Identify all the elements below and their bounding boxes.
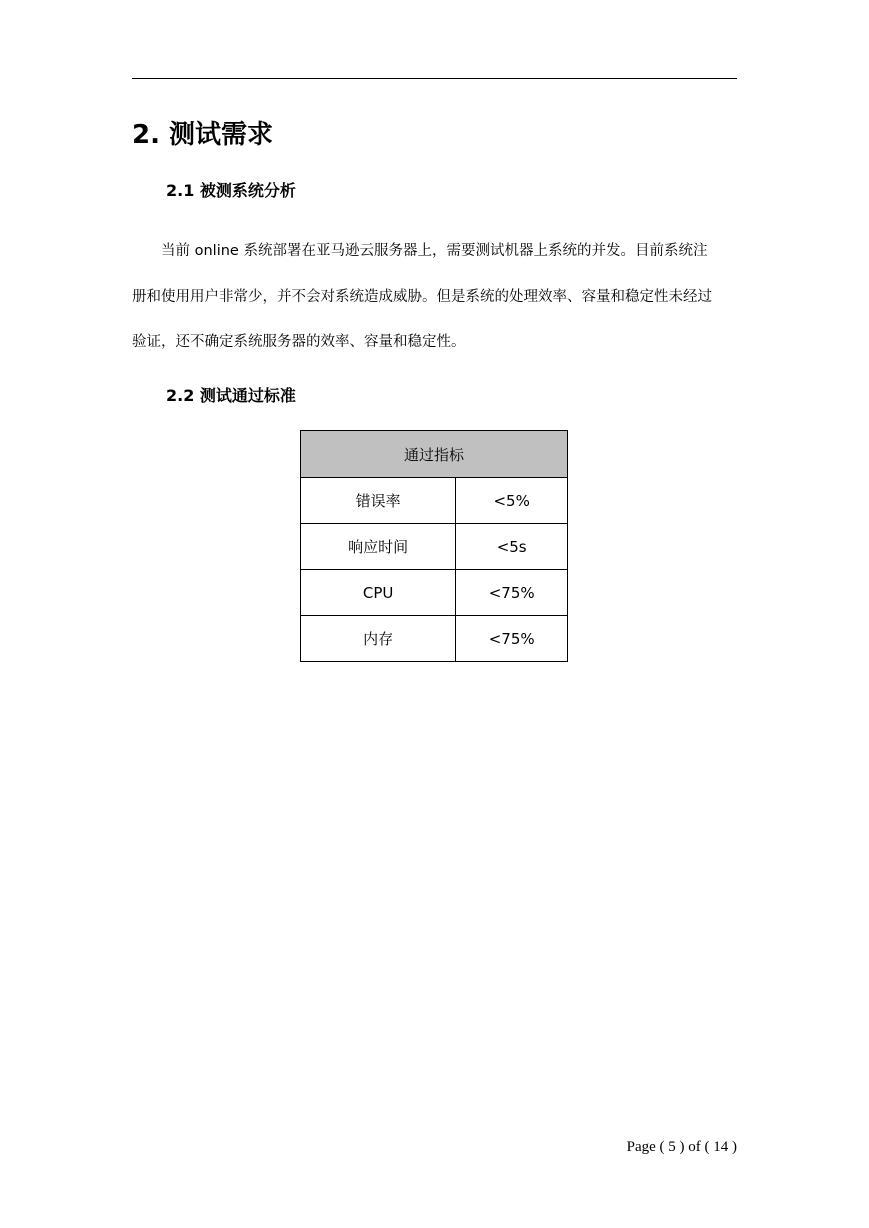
- section-heading-2-1: 2.1 被测系统分析: [166, 181, 296, 200]
- metric-value-cell: <75%: [456, 570, 568, 616]
- paragraph-line: 册和使用用户非常少，并不会对系统造成威胁。但是系统的处理效率、容量和稳定性未经过: [132, 288, 712, 305]
- table-row: [301, 478, 568, 524]
- page-number-footer: Page ( 5 ) of ( 14 ): [626, 1139, 737, 1155]
- paragraph-line: 验证，还不确定系统服务器的效率、容量和稳定性。: [132, 334, 466, 350]
- metric-value-cell: <5s: [456, 524, 568, 570]
- header-rule: [132, 78, 737, 79]
- section-heading-2-2: 2.2 测试通过标准: [166, 386, 296, 405]
- table-row: [301, 524, 568, 570]
- table-header-row: [301, 431, 568, 478]
- metric-value-cell: <5%: [456, 478, 568, 524]
- section-2-1-paragraph: [132, 229, 737, 366]
- metric-name-cell: CPU: [301, 570, 456, 616]
- table-row: [301, 616, 568, 662]
- metric-name-cell: 内存: [301, 616, 456, 662]
- table-row: [301, 570, 568, 616]
- table-header-cell: 通过指标: [301, 431, 568, 478]
- metric-value-cell: <75%: [456, 616, 568, 662]
- metric-name-cell: 错误率: [301, 478, 456, 524]
- paragraph-line: 当前 online 系统部署在亚马逊云服务器上，需要测试机器上系统的并发。目前系统注: [161, 243, 708, 259]
- pass-criteria-table: [300, 430, 568, 662]
- metric-name-cell: 响应时间: [301, 524, 456, 570]
- chapter-heading: 2. 测试需求: [132, 120, 274, 150]
